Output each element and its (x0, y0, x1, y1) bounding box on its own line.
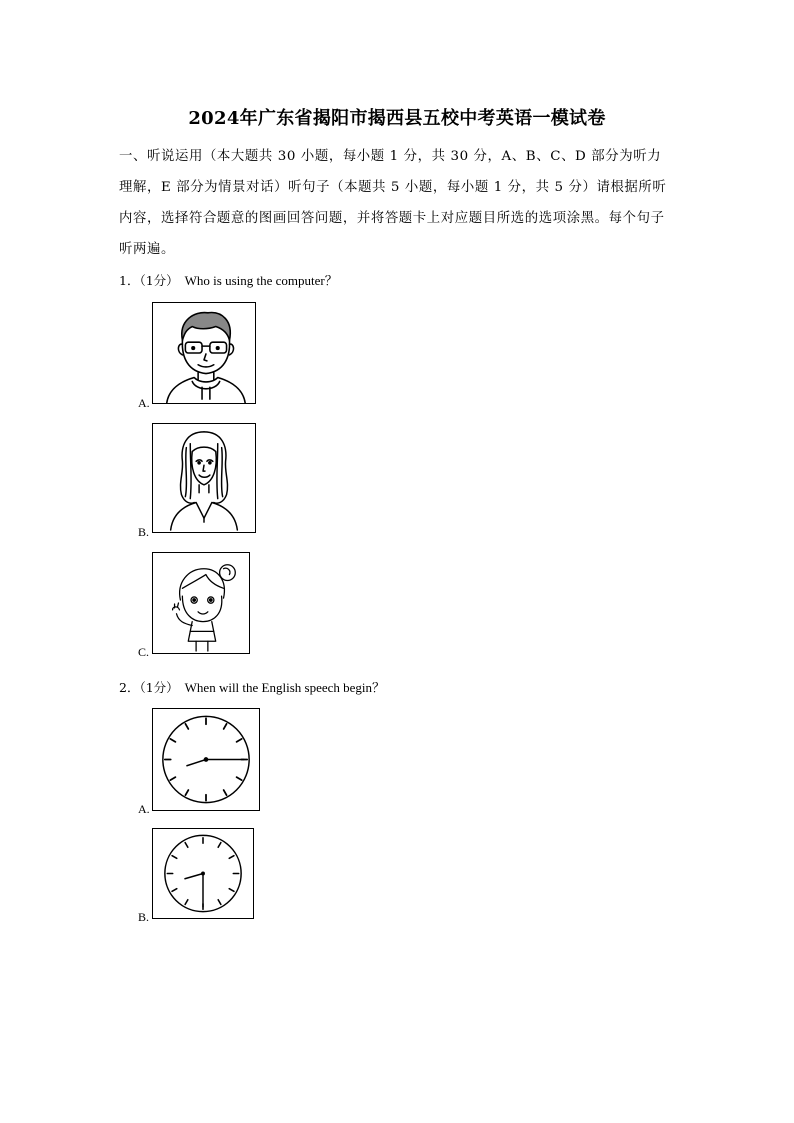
clock-tick (229, 856, 234, 859)
clock-tick (172, 889, 177, 892)
option-label: A. (138, 802, 150, 816)
woman-long-hair-icon (153, 424, 255, 532)
clock-tick (237, 777, 242, 780)
option-image-clock-a[interactable] (152, 708, 260, 811)
question-1 (119, 270, 338, 289)
question-number: 2．（1分） (119, 680, 179, 695)
clock-tick (185, 843, 188, 848)
option-label: B. (138, 910, 150, 924)
clock-tick (218, 843, 221, 848)
clock-tick (185, 790, 188, 795)
option-label: A. (138, 396, 150, 410)
question-number: 1．（1分） (119, 273, 179, 288)
clock-tick (229, 889, 234, 892)
clock-tick (224, 724, 227, 729)
section-instructions (119, 141, 679, 265)
page-title: 2024年广东省揭阳市揭西县五校中考英语一模试卷 (188, 108, 606, 129)
girl-waving-icon (153, 553, 249, 653)
option-image-woman-long-hair[interactable] (152, 423, 256, 533)
instruction-line: 理解，E 部分为情景对话）听句子（本题共 5 小题，每小题 1 分，共 5 分）请根据所听 (119, 180, 667, 195)
option-label: C. (138, 645, 150, 659)
option-image-man-with-glasses[interactable] (152, 302, 256, 404)
clock-tick (185, 900, 188, 905)
option-image-girl-waving[interactable] (152, 552, 250, 654)
option-image-clock-b[interactable] (152, 828, 254, 919)
option-label: B. (138, 525, 150, 539)
instruction-line: 一、听说运用（本大题共 30 小题，每小题 1 分，共 30 分，A、B、C、D 部分为听力 (119, 149, 662, 164)
clock-tick (170, 739, 175, 742)
question-2 (119, 677, 385, 696)
man-with-glasses-icon (153, 303, 255, 403)
instruction-line: 听两遍。 (119, 242, 175, 257)
question-text: When will the English speech begin？ (184, 680, 386, 695)
clock-icon (153, 709, 259, 810)
instruction-line: 内容，选择符合题意的图画回答问题，并将答题卡上对应题目所选的选项涂黑。每个句子 (119, 211, 665, 226)
question-text: Who is using the computer？ (184, 273, 338, 288)
clock-tick (172, 856, 177, 859)
clock-tick (224, 790, 227, 795)
clock-tick (218, 900, 221, 905)
clock-tick (185, 724, 188, 729)
clock-tick (170, 777, 175, 780)
clock-icon (153, 829, 253, 918)
clock-tick (237, 739, 242, 742)
